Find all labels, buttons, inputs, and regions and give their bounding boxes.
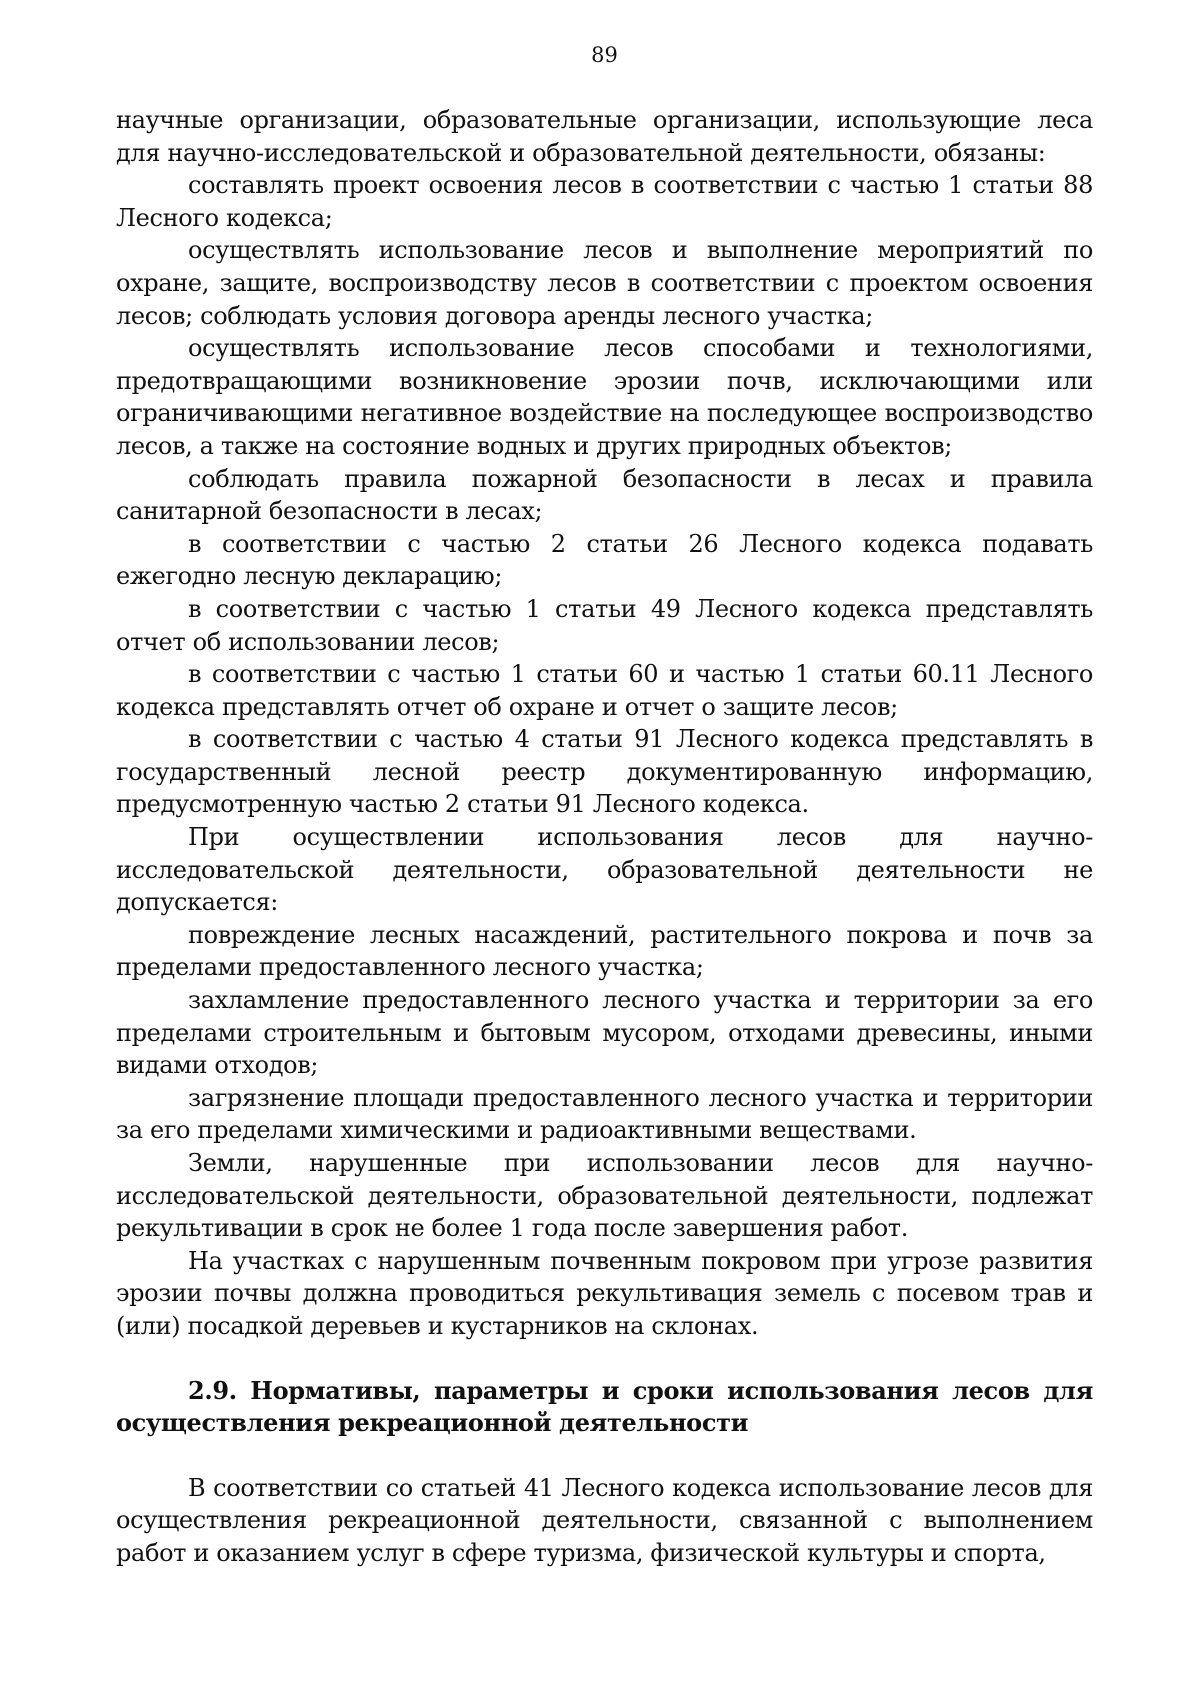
page-number: 89	[591, 43, 618, 67]
paragraph-prohibitions-intro: При осуществлении использования лесов для научно-исследовательской деятельности, образовательной деятельности не допускается:	[116, 823, 1093, 917]
paragraph-erosion-reclamation: На участках с нарушенным почвенным покровом при угрозе развития эрозии почвы должна проводиться рекультивация земель с посевом трав и (или) посадкой деревьев и кустарников на склонах.	[116, 1246, 1093, 1340]
paragraph-duty-registry: в соответствии с частью 4 статьи 91 Лесного кодекса представлять в государственный лесной реестр документированную информацию, предусмотренную частью 2 статьи 91 Лесного кодекса.	[116, 725, 1093, 819]
paragraph-prohibition-damage: повреждение лесных насаждений, растительного покрова и почв за пределами предоставленного лесного участка;	[116, 920, 1093, 982]
paragraph-duty-usage-report: в соответствии с частью 1 статьи 49 Лесного кодекса представлять отчет об использовании лесов;	[116, 594, 1093, 656]
paragraph-duty-project: составлять проект освоения лесов в соответствии с частью 1 статьи 88 Лесного кодекса;	[116, 171, 1093, 232]
paragraph-duty-protection-report: в соответствии с частью 1 статьи 60 и частью 1 статьи 60.11 Лесного кодекса представлять отчет об охране и отчет о защите лесов;	[116, 660, 1093, 721]
paragraph-duty-technologies: осуществлять использование лесов способами и технологиями, предотвращающими возникновение эрозии почв, исключающими или ограничивающими негативное воздействие на последующее воспроизводство лесов, а также на состояние водных и других природных объектов;	[116, 334, 1093, 460]
paragraph-prohibition-pollution: загрязнение площади предоставленного лесного участка и территории за его пределами химическими и радиоактивными веществами.	[116, 1083, 1093, 1145]
paragraph-duty-declaration: в соответствии с частью 2 статьи 26 Лесного кодекса подавать ежегодно лесную декларацию;	[116, 529, 1093, 591]
paragraph-prohibition-littering: захламление предоставленного лесного участка и территории за его пределами строительным и бытовым мусором, отходами древесины, иными видами отходов;	[116, 986, 1093, 1080]
section-heading: 2.9. Нормативы, параметры и сроки использования лесов для осуществления рекреационной деятельности	[116, 1375, 1093, 1438]
paragraph-land-reclamation: Земли, нарушенные при использовании лесов для научно-исследовательской деятельности, образовательной деятельности, подлежат рекультивации в срок не более 1 года после завершения работ.	[116, 1149, 1093, 1243]
paragraph-intro: научные организации, образовательные организации, использующие леса для научно-исследовательской и образовательной деятельности, обязаны:	[116, 106, 1093, 167]
paragraph-section-start: В соответствии со статьей 41 Лесного кодекса использование лесов для осуществления рекреационной деятельности, связанной с выполнением работ и оказанием услуг в сфере туризма, физической культуры и спорта,	[116, 1473, 1093, 1567]
paragraph-duty-measures: осуществлять использование лесов и выполнение мероприятий по охране, защите, воспроизводству лесов в соответствии с проектом освоения лесов; соблюдать условия договора аренды лесного участка;	[116, 236, 1093, 330]
paragraph-duty-fire-safety: соблюдать правила пожарной безопасности в лесах и правила санитарной безопасности в лесах;	[116, 464, 1093, 526]
